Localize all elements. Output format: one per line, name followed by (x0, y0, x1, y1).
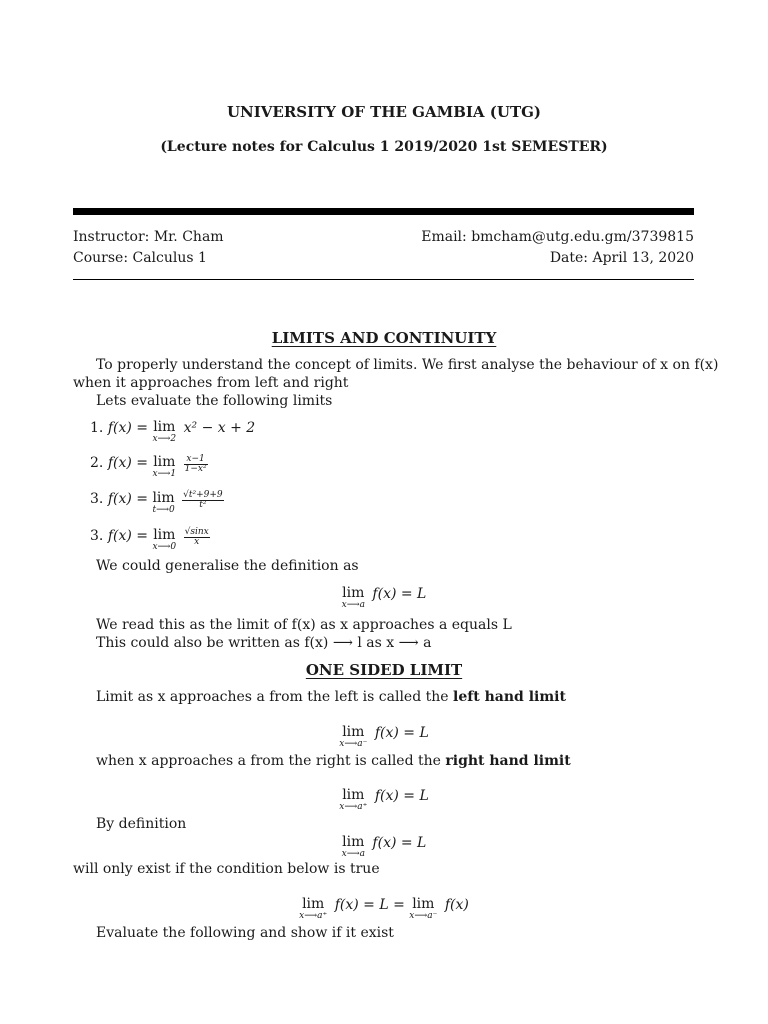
item-fraction: $\frac{\text{√t²+9+9}}{\text{t²}}$ (183, 490, 223, 511)
lim-operator: lim x⟶a⁻ (409, 896, 438, 921)
limit-item-4 (90, 528, 210, 552)
by-definition-line: By definition (96, 816, 187, 832)
right-limit-display (0, 788, 768, 812)
lim-operator: lim x⟶a (341, 834, 365, 859)
right-hand-term: right hand limit (445, 753, 571, 769)
lim-operator: lim x⟶1 (152, 454, 177, 479)
item-lead: f(x) = (107, 491, 148, 507)
written-line: This could also be written as f(x) ⟶ l as x ⟶ a (96, 635, 432, 651)
right-hand-sentence: when x approaches a from the right is called the (96, 753, 441, 769)
lim-operator: lim x⟶a⁺ (299, 896, 328, 921)
item-fraction: $\frac{√\sin x}{x}$ (184, 527, 209, 548)
item-lead: f(x) = (107, 420, 148, 436)
limit-item-2 (90, 455, 208, 479)
date-line: Date: April 13, 2020 (549, 250, 694, 266)
university-title: UNIVERSITY OF THE GAMBIA (UTG) (226, 103, 542, 121)
left-hand-sentence: Limit as x approaches a from the left is called the (96, 689, 449, 705)
item-number: 1. (90, 420, 104, 436)
item-fraction: $\frac{x-1}{\text{1−x²}}$ (184, 454, 207, 475)
definition-expression: f(x) = L (372, 586, 427, 602)
lets-evaluate-line: Lets evaluate the following limits (96, 393, 333, 409)
section-title-one-sided: ONE SIDED LIMIT (305, 661, 463, 679)
item-expression: x² − x + 2 (183, 420, 256, 436)
intro-line-2: when it approaches from left and right (73, 375, 349, 391)
condition-display (0, 897, 768, 921)
section-title-limits: LIMITS AND CONTINUITY (271, 329, 497, 347)
lim-operator: lim x⟶a⁺ (339, 787, 368, 812)
course-line: Course: Calculus 1 (73, 250, 207, 266)
two-sided-expression: f(x) = L (372, 835, 427, 851)
lim-operator: lim x⟶2 (152, 419, 177, 444)
right-limit-expression: f(x) = L (374, 788, 429, 804)
lim-operator: lim x⟶0 (152, 527, 177, 552)
item-lead: f(x) = (107, 528, 148, 544)
left-hand-term: left hand limit (453, 689, 566, 705)
evaluate-line: Evaluate the following and show if it exist (96, 925, 394, 941)
exist-condition-line: will only exist if the condition below is true (73, 861, 380, 877)
document-subtitle: (Lecture notes for Calculus 1 2019/2020 1st SEMESTER) (160, 139, 608, 155)
header-thick-rule (73, 208, 694, 215)
lim-operator: lim t⟶0 (152, 490, 175, 515)
generalise-line: We could generalise the definition as (96, 558, 359, 574)
header-thin-rule (73, 279, 694, 280)
lim-operator: lim x⟶a⁻ (339, 724, 368, 749)
limit-item-3 (90, 491, 224, 515)
email-line: Email: bmcham@utg.edu.gm/3739815 (421, 229, 694, 245)
item-number: 2. (90, 455, 104, 471)
instructor-line: Instructor: Mr. Cham (73, 229, 224, 245)
item-lead: f(x) = (107, 455, 148, 471)
read-line: We read this as the limit of f(x) as x approaches a equals L (96, 617, 512, 633)
intro-line-1: To properly understand the concept of limits. We first analyse the behaviour of x on f(x) (96, 357, 719, 373)
left-limit-display (0, 725, 768, 749)
limit-item-1 (90, 420, 255, 444)
item-number: 3. (90, 491, 104, 507)
lim-operator: lim x⟶a (341, 585, 365, 610)
right-hand-text (96, 753, 571, 769)
condition-end: f(x) (444, 897, 469, 913)
item-number: 3. (90, 528, 104, 544)
condition-middle: f(x) = L = (334, 897, 405, 913)
left-limit-expression: f(x) = L (374, 725, 429, 741)
limit-definition-display (0, 586, 768, 610)
two-sided-limit-display (0, 835, 768, 859)
left-hand-text (96, 689, 566, 705)
